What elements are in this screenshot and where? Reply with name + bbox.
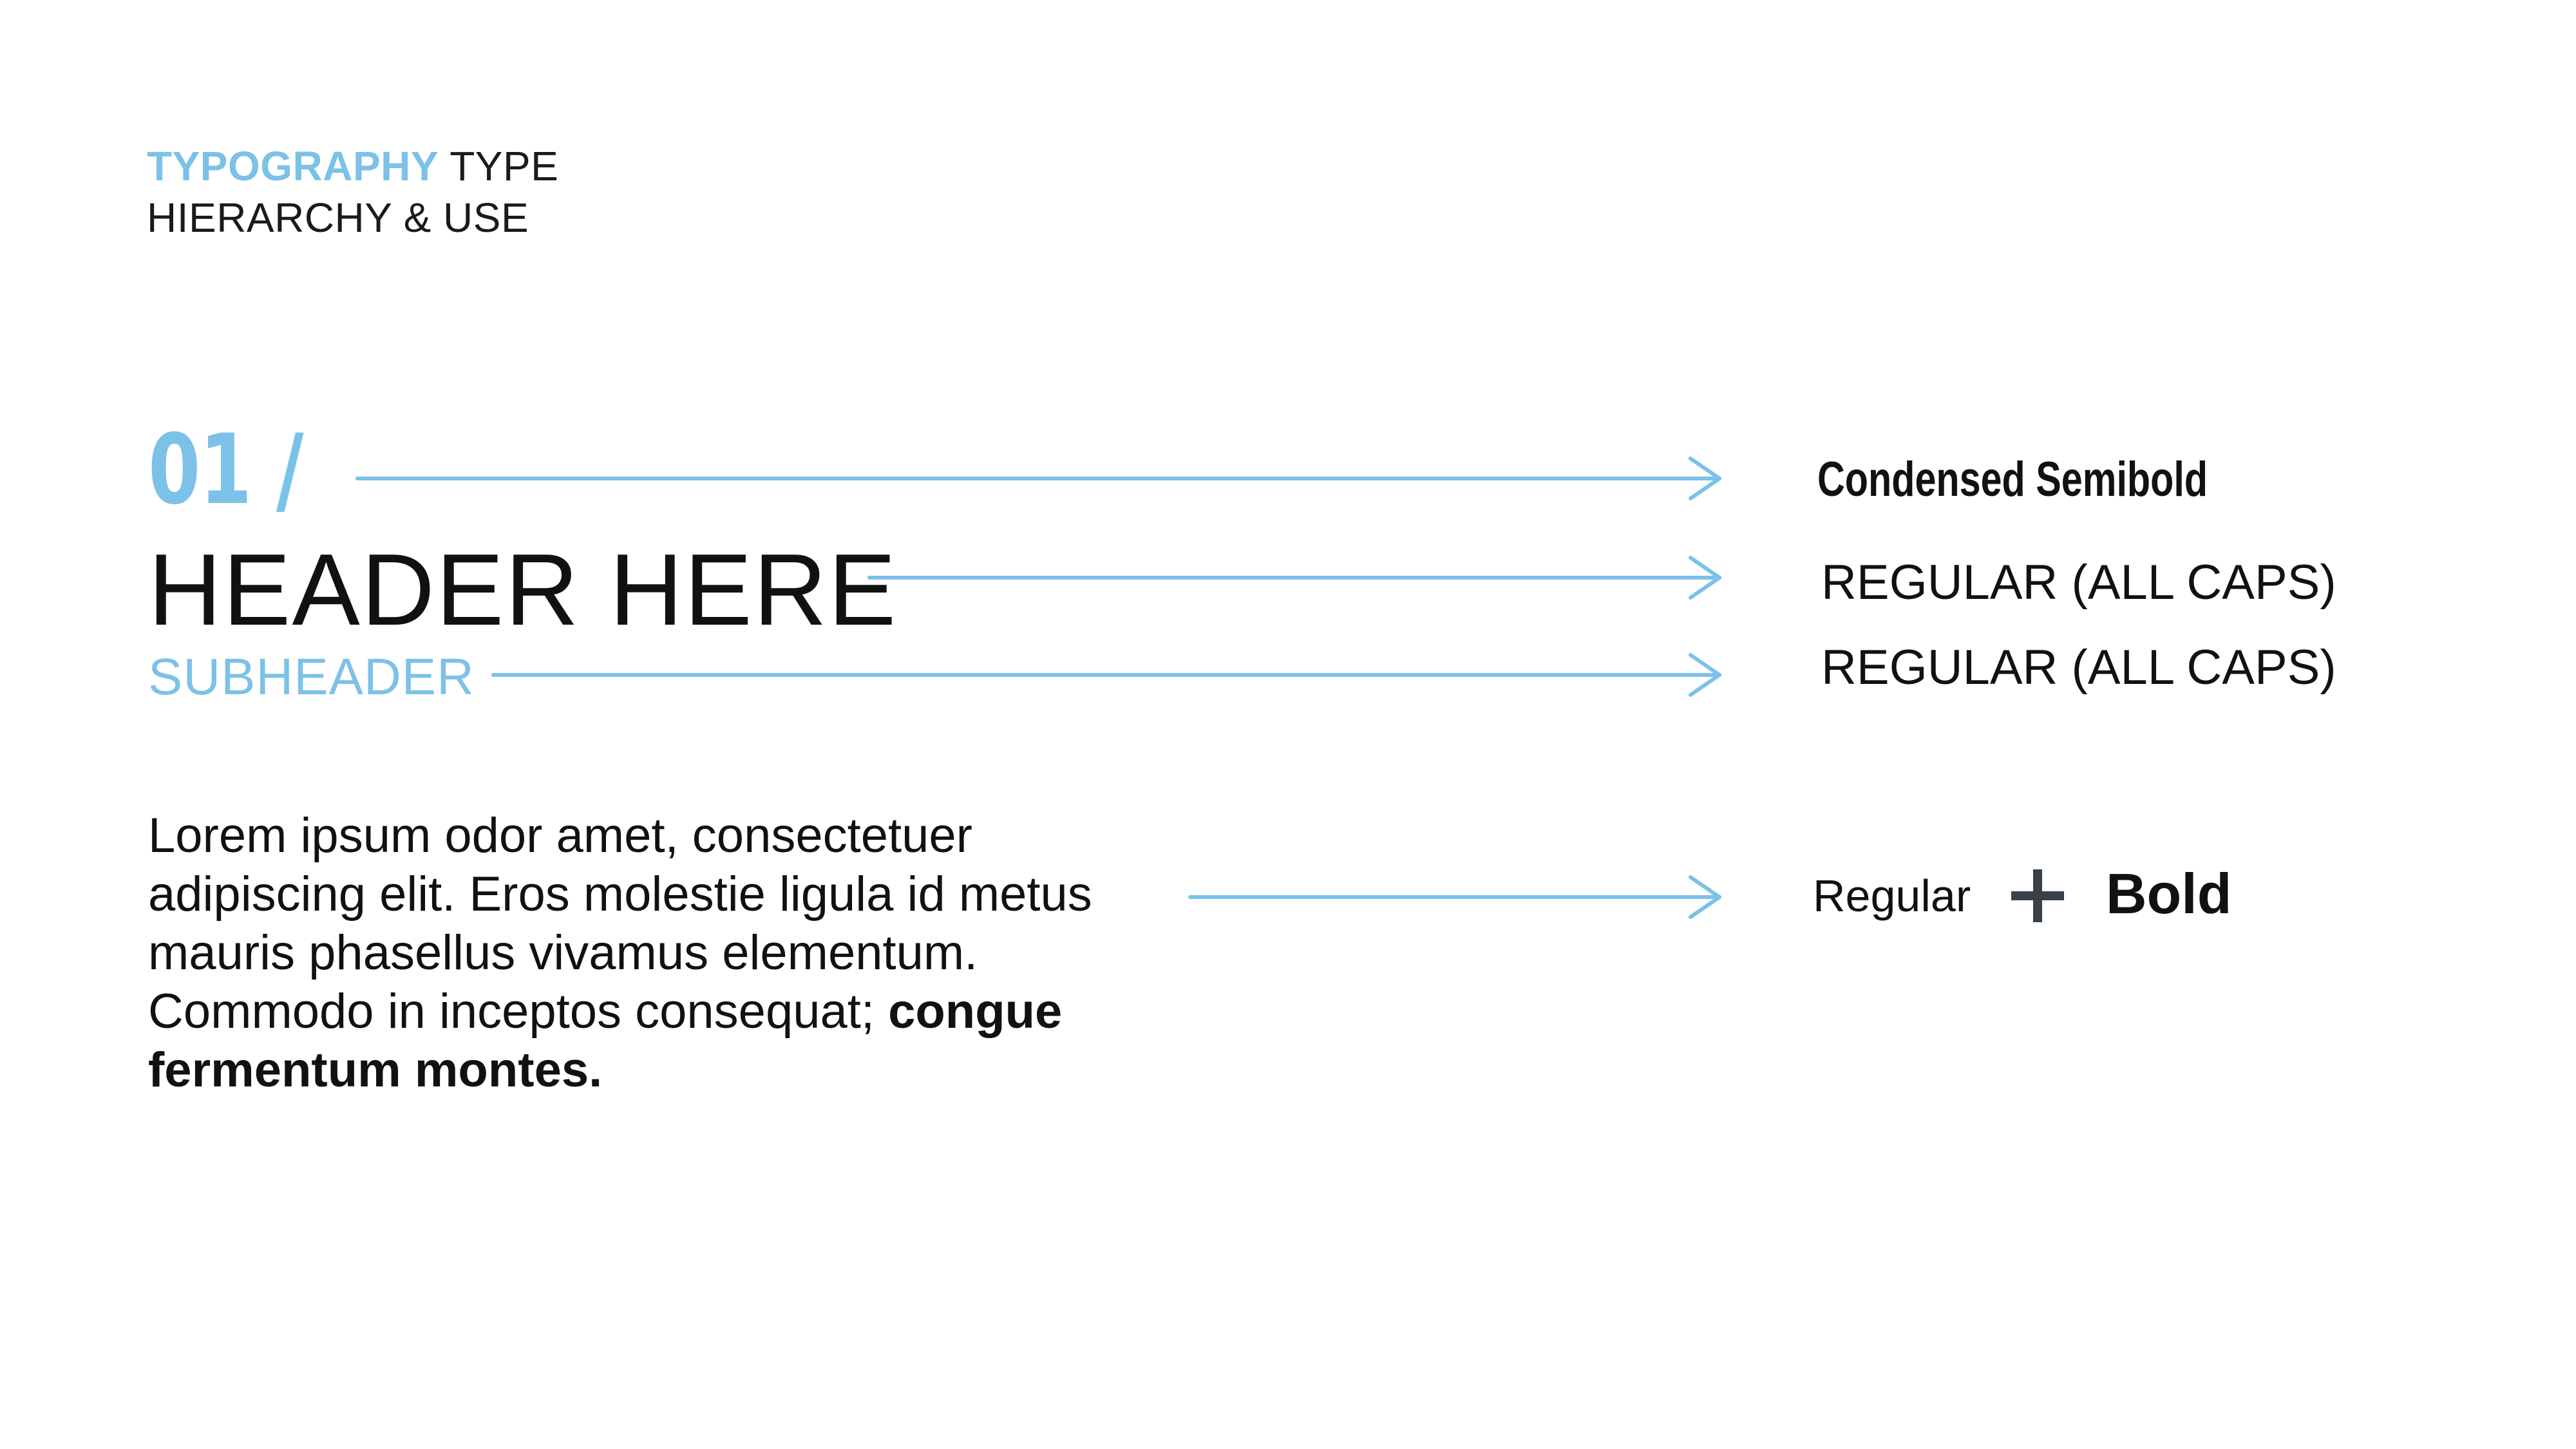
plus-icon xyxy=(2011,869,2064,922)
label-body-regular: Regular xyxy=(1813,871,1971,921)
subheader-example: SUBHEADER xyxy=(148,648,475,705)
arrow-right-icon xyxy=(357,459,1719,498)
title-rest: TYPE xyxy=(439,143,559,189)
arrow-right-icon xyxy=(1190,877,1719,917)
body-text-bold: congue fermentum montes. xyxy=(148,984,1063,1097)
label-header-style: REGULAR (ALL CAPS) xyxy=(1821,555,2336,610)
label-body-bold: Bold xyxy=(2106,862,2232,925)
body-text-regular: Lorem ipsum odor amet, consectetuer adipiscing elit. Eros molestie ligula id metus mauris phasellus vivamus elementum. Commodo in inceptos consequat; xyxy=(148,808,1092,1039)
slide-title-line-2: HIERARCHY & USE xyxy=(147,194,529,241)
label-subheader-style: REGULAR (ALL CAPS) xyxy=(1821,640,2336,695)
arrow-right-icon xyxy=(493,655,1719,695)
arrow-right-icon xyxy=(869,558,1719,598)
label-condensed-semibold: Condensed Semibold xyxy=(1817,452,2208,507)
title-accent: TYPOGRAPHY xyxy=(147,143,439,189)
section-number: 01 / xyxy=(148,414,303,526)
header-example: HEADER HERE xyxy=(148,533,898,647)
